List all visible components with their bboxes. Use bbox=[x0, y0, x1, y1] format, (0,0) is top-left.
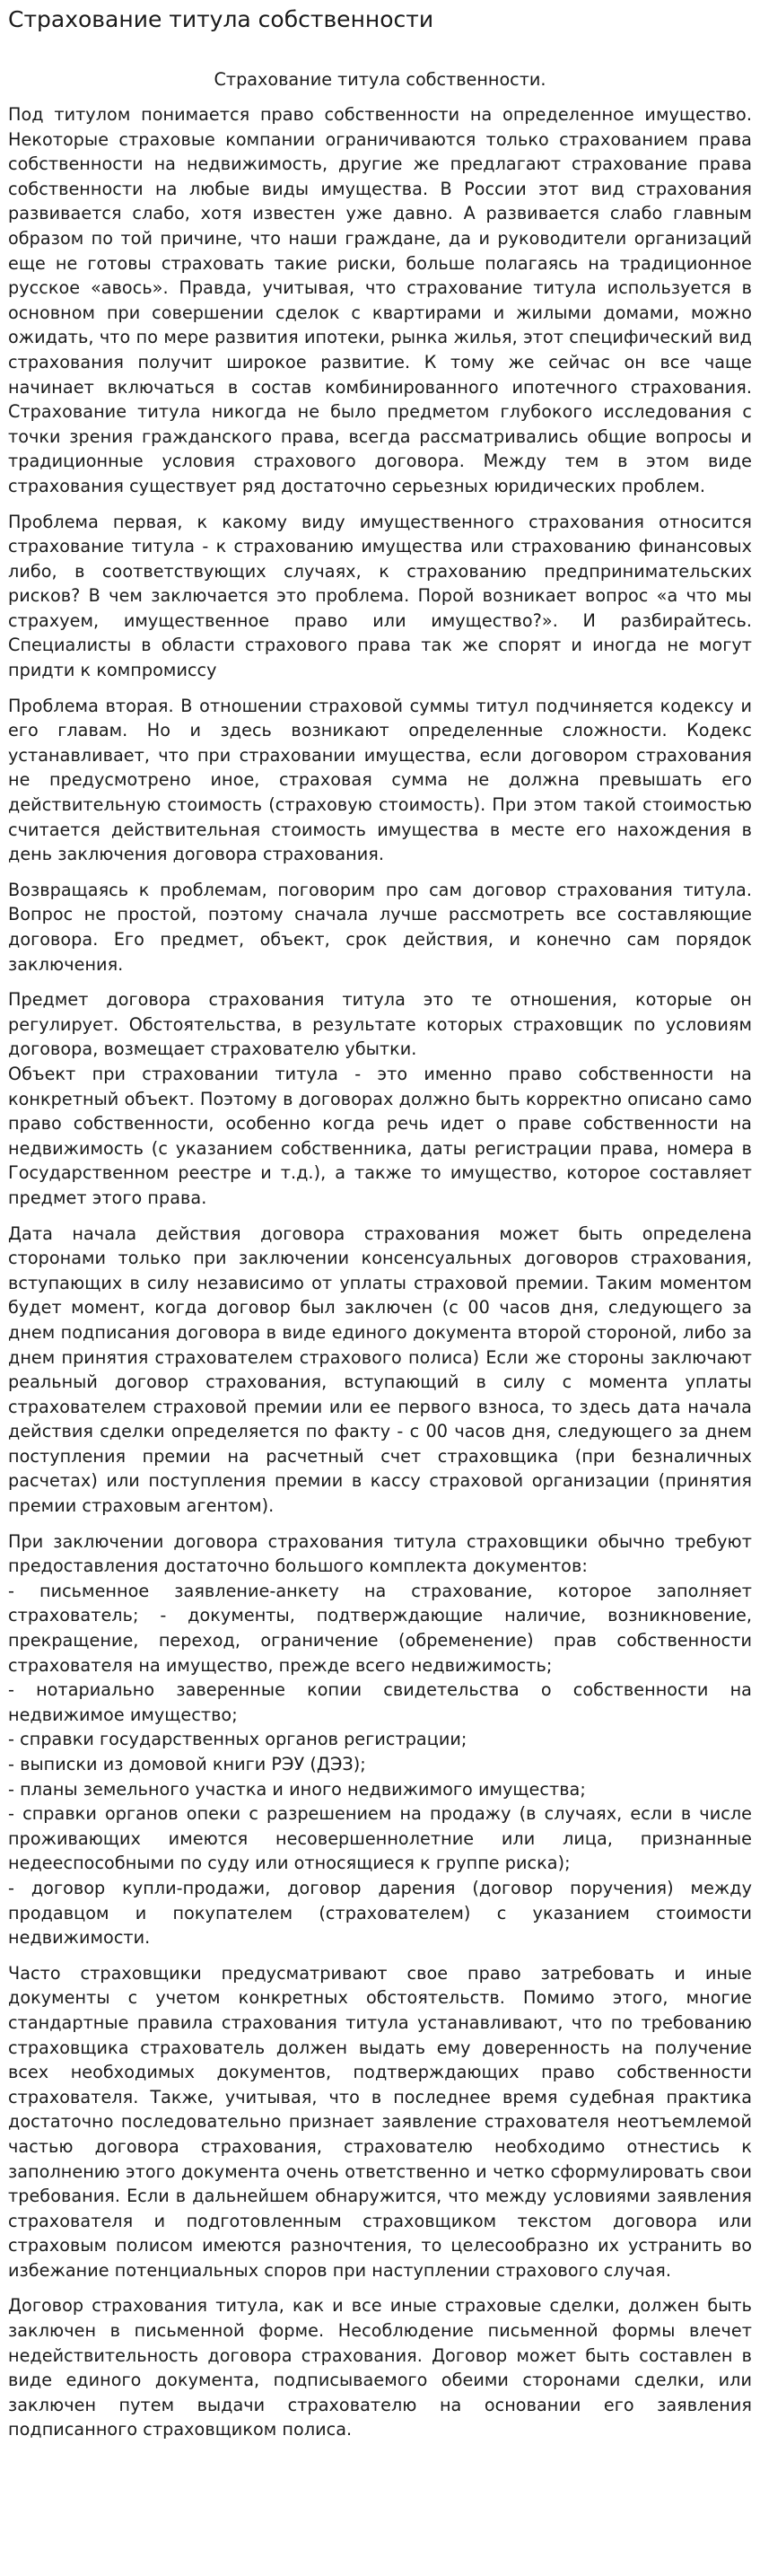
article-subtitle: Страхование титула собственности. bbox=[214, 69, 546, 90]
paragraph-line: Объект при страховании титула - это именно право собственности на конкретный объект. Поэтому в договорах должно быть корректно описано само право собственности, особенно когда речь идет о праве собственности на недвижимость (с указанием собственника, даты регистрации права, номера в Государственном реестре и т.д.), а также то имущество, которое составляет предмет этого права. bbox=[8, 1063, 752, 1208]
paragraph-line: При заключении договора страхования титула страховщики обычно требуют предоставления достаточно большого комплекта документов: bbox=[8, 1530, 752, 1577]
paragraph-line: - справки органов опеки с разрешением на продажу (в случаях, если в числе проживающих имеются несовершеннолетние или лица, признанные недееспособными по суду или относящиеся к группе риска); bbox=[8, 1803, 752, 1874]
page-title: Страхование титула собственности bbox=[8, 6, 434, 32]
paragraph-line: - письменное заявление-анкету на страхование, которое заполняет страхователь; - документы, подтверждающие наличие, возникновение, прекращение, переход, ограничение (обременение) прав собственности страхователя на имущество, прежде всего недвижимость; bbox=[8, 1580, 752, 1676]
paragraph: Проблема первая, к какому виду имущественного страхования относится страхование титула - к страхованию имущества или страхованию финансовых либо, в соответствующих случаях, к страхованию предпринимательских рисков? В чем заключается это проблема. Порой возникает вопрос «а что мы страхуем, имущественное право или имущество?». И разбирайтесь. Специалисты в области страхового права так же спорят и иногда не могут придти к компромиссу bbox=[8, 511, 752, 681]
paragraph-line: - выписки из домовой книги РЭУ (ДЭЗ); bbox=[8, 1754, 366, 1774]
paragraph: Дата начала действия договора страхования может быть определена сторонами только при заключении консенсуальных договоров страхования, вступающих в силу независимо от уплаты страховой премии. Таким моментом будет момент, когда договор был заключен (с 00 часов дня, следующего за днем подписания договора в виде единого документа второй стороной, либо за днем принятия страхователем страхового полиса) Если же стороны заключают реальный договор страхования, вступающий в силу с момента уплаты страхователем страховой премии или ее первого взноса, то здесь дата начала действия сделки определяется по факту - с 00 часов дня, следующего за днем поступления премии на расчетный счет страховщика (при безналичных расчетах) или поступления премии в кассу страховой организации (принятия премии страховым агентом). bbox=[8, 1222, 752, 1517]
paragraph: Часто страховщики предусматривают свое право затребовать и иные документы с учетом конкретных обстоятельств. Помимо этого, многие стандартные правила страхования титула устанавливают, что по требованию страховщика страхователь должен выдать ему доверенность на получение всех необходимых документов, подтверждающих право собственности страхователя. Также, учитывая, что в последнее время судебная практика достаточно последовательно признает заявление страхователя неотъемлемой частью договора страхования, страхователю необходимо отнестись к заполнению этого документа очень ответственно и четко сформулировать свои требования. Если в дальнейшем обнаружится, что между условиями заявления страхователя и подготовленным страховщиком текстом договора или страховым полисом имеются разночтения, то целесообразно их устранить во избежание потенциальных споров при наступлении страхового случая. bbox=[8, 1962, 752, 2281]
paragraph bbox=[8, 987, 752, 1210]
article-body bbox=[8, 102, 752, 2442]
paragraph: Под титулом понимается право собственности на определенное имущество. Некоторые страховые компании ограничиваются только страхованием права собственности на недвижимость, другие же предлагают страхование права собственности на любые виды имущества. В России этот вид страхования развивается слабо, хотя известен уже давно. А развивается слабо главным образом по той причине, что наши граждане, да и руководители организаций еще не готовы страховать такие риски, больше полагаясь на традиционное русское «авось». Правда, учитывая, что страхование титула используется в основном при совершении сделок с квартирами и жилыми домами, можно ожидать, что по мере развития ипотеки, рынка жилья, этот специфический вид страхования получит широкое развитие. К тому же сейчас он все чаще начинает включаться в состав комбинированного ипотечного страхования. Страхование титула никогда не было предметом глубокого исследования с точки зрения гражданского права, всегда рассматривались общие вопросы и традиционные условия страхового договора. Между тем в этом виде страхования существует ряд достаточно серьезных юридических проблем. bbox=[8, 104, 752, 496]
paragraph bbox=[8, 1529, 752, 1950]
paragraph-line: - договор купли-продажи, договор дарения (договор поручения) между продавцом и покупателем (страхователем) с указанием стоимости недвижимости. bbox=[8, 1877, 752, 1949]
paragraph-line: - справки государственных органов регистрации; bbox=[8, 1729, 467, 1750]
paragraph-line: - планы земельного участка и иного недвижимого имущества; bbox=[8, 1778, 586, 1800]
paragraph: Возвращаясь к проблемам, поговорим про сам договор страхования титула. Вопрос не простой, поэтому сначала лучше рассмотреть все составляющие договора. Его предмет, объект, срок действия, и конечно сам порядок заключения. bbox=[8, 879, 752, 975]
paragraph: Проблема вторая. В отношении страховой суммы титул подчиняется кодексу и его главам. Но и здесь возникают определенные сложности. Кодекс устанавливает, что при страховании имущества, если договором страхования не предусмотрено иное, страховая сумма не должна превышать его действительную стоимость (страховую стоимость). При этом такой стоимостью считается действительная стоимость имущества в месте его нахождения в день заключения договора страхования. bbox=[8, 695, 752, 865]
paragraph: Договор страхования титула, как и все иные страховые сделки, должен быть заключен в письменной форме. Несоблюдение письменной формы влечет недействительность договора страхования. Договор может быть составлен в виде единого документа, подписываемого обеими сторонами сделки, или заключен путем выдачи страхователю на основании его заявления подписанного страховщиком полиса. bbox=[8, 2295, 752, 2440]
paragraph-line: Предмет договора страхования титула это те отношения, которые он регулирует. Обстоятельства, в результате которых страховщик по условиям договора, возмещает страхователю убытки. bbox=[8, 989, 752, 1060]
paragraph-line: - нотариально заверенные копии свидетельства о собственности на недвижимое имущество; bbox=[8, 1679, 752, 1725]
